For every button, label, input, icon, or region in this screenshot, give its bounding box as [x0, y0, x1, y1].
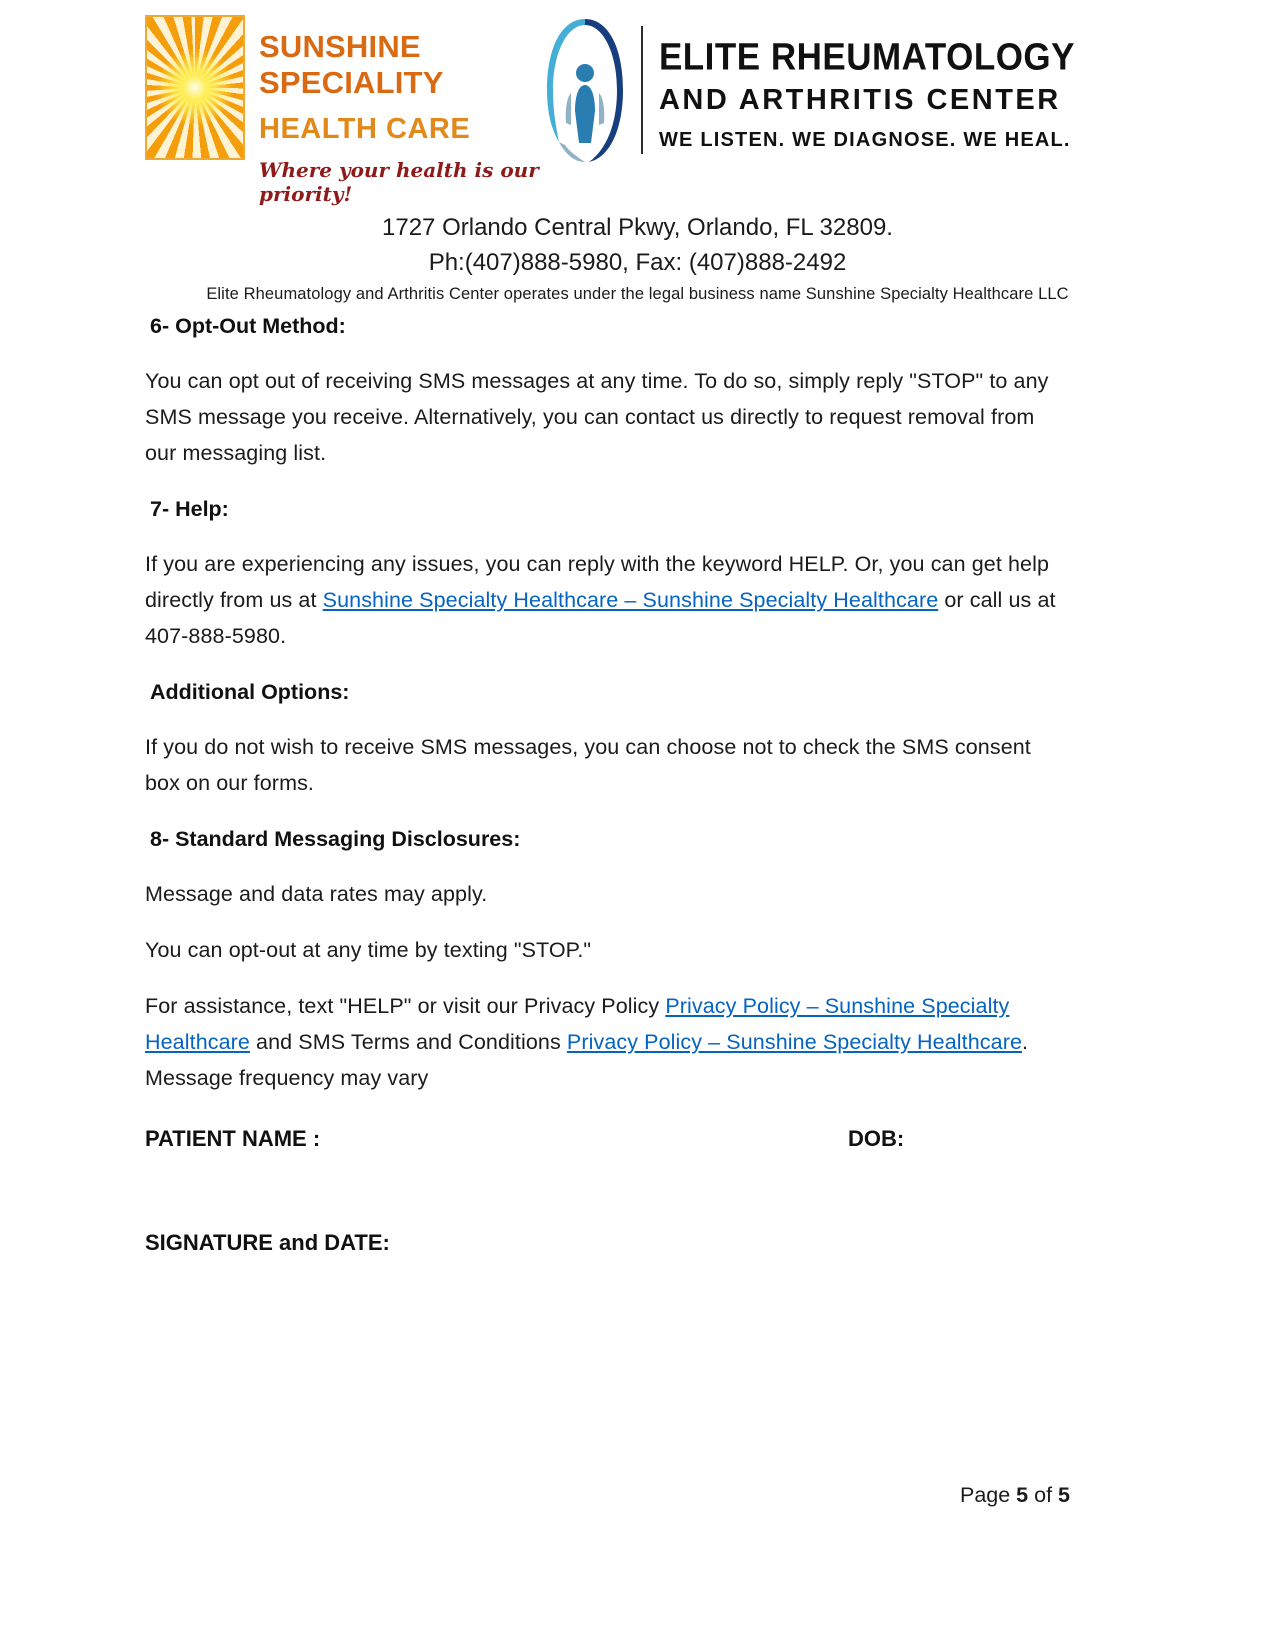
sunshine-subtitle: HEALTH CARE [259, 113, 471, 146]
sunshine-title: SUNSHINE SPECIALITY [259, 29, 444, 100]
help-text-before-link: If you are experiencing any issues, you can reply with the keyword HELP. Or, you can get help directly from us at [145, 551, 1050, 612]
heading-opt-out-method: 6- Opt-Out Method: [150, 313, 346, 338]
sunshine-tagline: Where your health is our priority! [259, 158, 539, 207]
privacy-policy-link[interactable]: Privacy Policy – Sunshine Specialty Healthcare [145, 993, 1010, 1054]
patient-name-label: PATIENT NAME : [145, 1125, 321, 1151]
heading-additional-options: Additional Options: [150, 679, 350, 704]
elite-title: ELITE RHEUMATOLOGY [658, 36, 1075, 79]
help-healthcare-link[interactable]: Sunshine Specialty Healthcare – Sunshine Specialty Healthcare [322, 587, 939, 612]
assistance-text-between: and SMS Terms and Conditions [249, 1029, 567, 1054]
paragraph-opt-out-texting: You can opt-out at any time by texting "STOP." [145, 937, 592, 962]
sunshine-logo [145, 15, 541, 206]
elite-logo [541, 15, 1075, 165]
patient-info-row [145, 1126, 1070, 1152]
phone-fax-line: Ph:(407)888-5980, Fax: (407)888-2492 [428, 248, 847, 276]
elite-logo-icon [541, 15, 629, 165]
header [0, 0, 1275, 206]
elite-subtitle: AND ARTHRITIS CENTER [658, 83, 1061, 116]
heading-standard-messaging-disclosures: 8- Standard Messaging Disclosures: [150, 826, 521, 851]
sms-terms-link[interactable]: Privacy Policy – Sunshine Specialty Healthcare [566, 1029, 1023, 1054]
paragraph-help [145, 546, 1070, 654]
elite-motto: WE LISTEN. WE DIAGNOSE. WE HEAL. [658, 128, 1071, 151]
paragraph-assistance [145, 988, 1070, 1096]
footer-page-number: 5 [1016, 1483, 1029, 1507]
logo-divider [641, 26, 643, 154]
sun-logo-icon [145, 15, 245, 160]
assistance-text-after: . Message frequency may vary [145, 1029, 1029, 1090]
address-block [0, 212, 1275, 304]
legal-business-note: Elite Rheumatology and Arthritis Center operates under the legal business name Sunshine Specialty Healthcare LLC [206, 284, 1069, 303]
footer-of-word: of [1028, 1483, 1059, 1507]
paragraph-rates: Message and data rates may apply. [145, 881, 488, 906]
heading-help: 7- Help: [150, 496, 229, 521]
help-text-after-link: or call us at 407-888-5980. [145, 587, 1056, 648]
document-body [0, 314, 1275, 1256]
address-line: 1727 Orlando Central Pkwy, Orlando, FL 32809. [382, 214, 893, 242]
footer-page-word: Page [959, 1483, 1017, 1507]
paragraph-opt-out: You can opt out of receiving SMS messages at any time. To do so, simply reply "STOP" to any SMS message you receive. Alternatively, you can contact us directly to request removal from our messaging list. [145, 368, 1049, 465]
paragraph-additional-options: If you do not wish to receive SMS messages, you can choose not to check the SMS consent box on our forms. [145, 734, 1031, 795]
dob-label: DOB: [848, 1125, 905, 1151]
signature-date-label: SIGNATURE and DATE: [145, 1229, 390, 1255]
footer-page-total: 5 [1058, 1483, 1070, 1507]
sunshine-logo-text [259, 15, 541, 206]
assistance-text-before: For assistance, text "HELP" or visit our Privacy Policy [145, 993, 666, 1018]
page-number [960, 1483, 1070, 1508]
elite-logo-text [659, 28, 1075, 151]
